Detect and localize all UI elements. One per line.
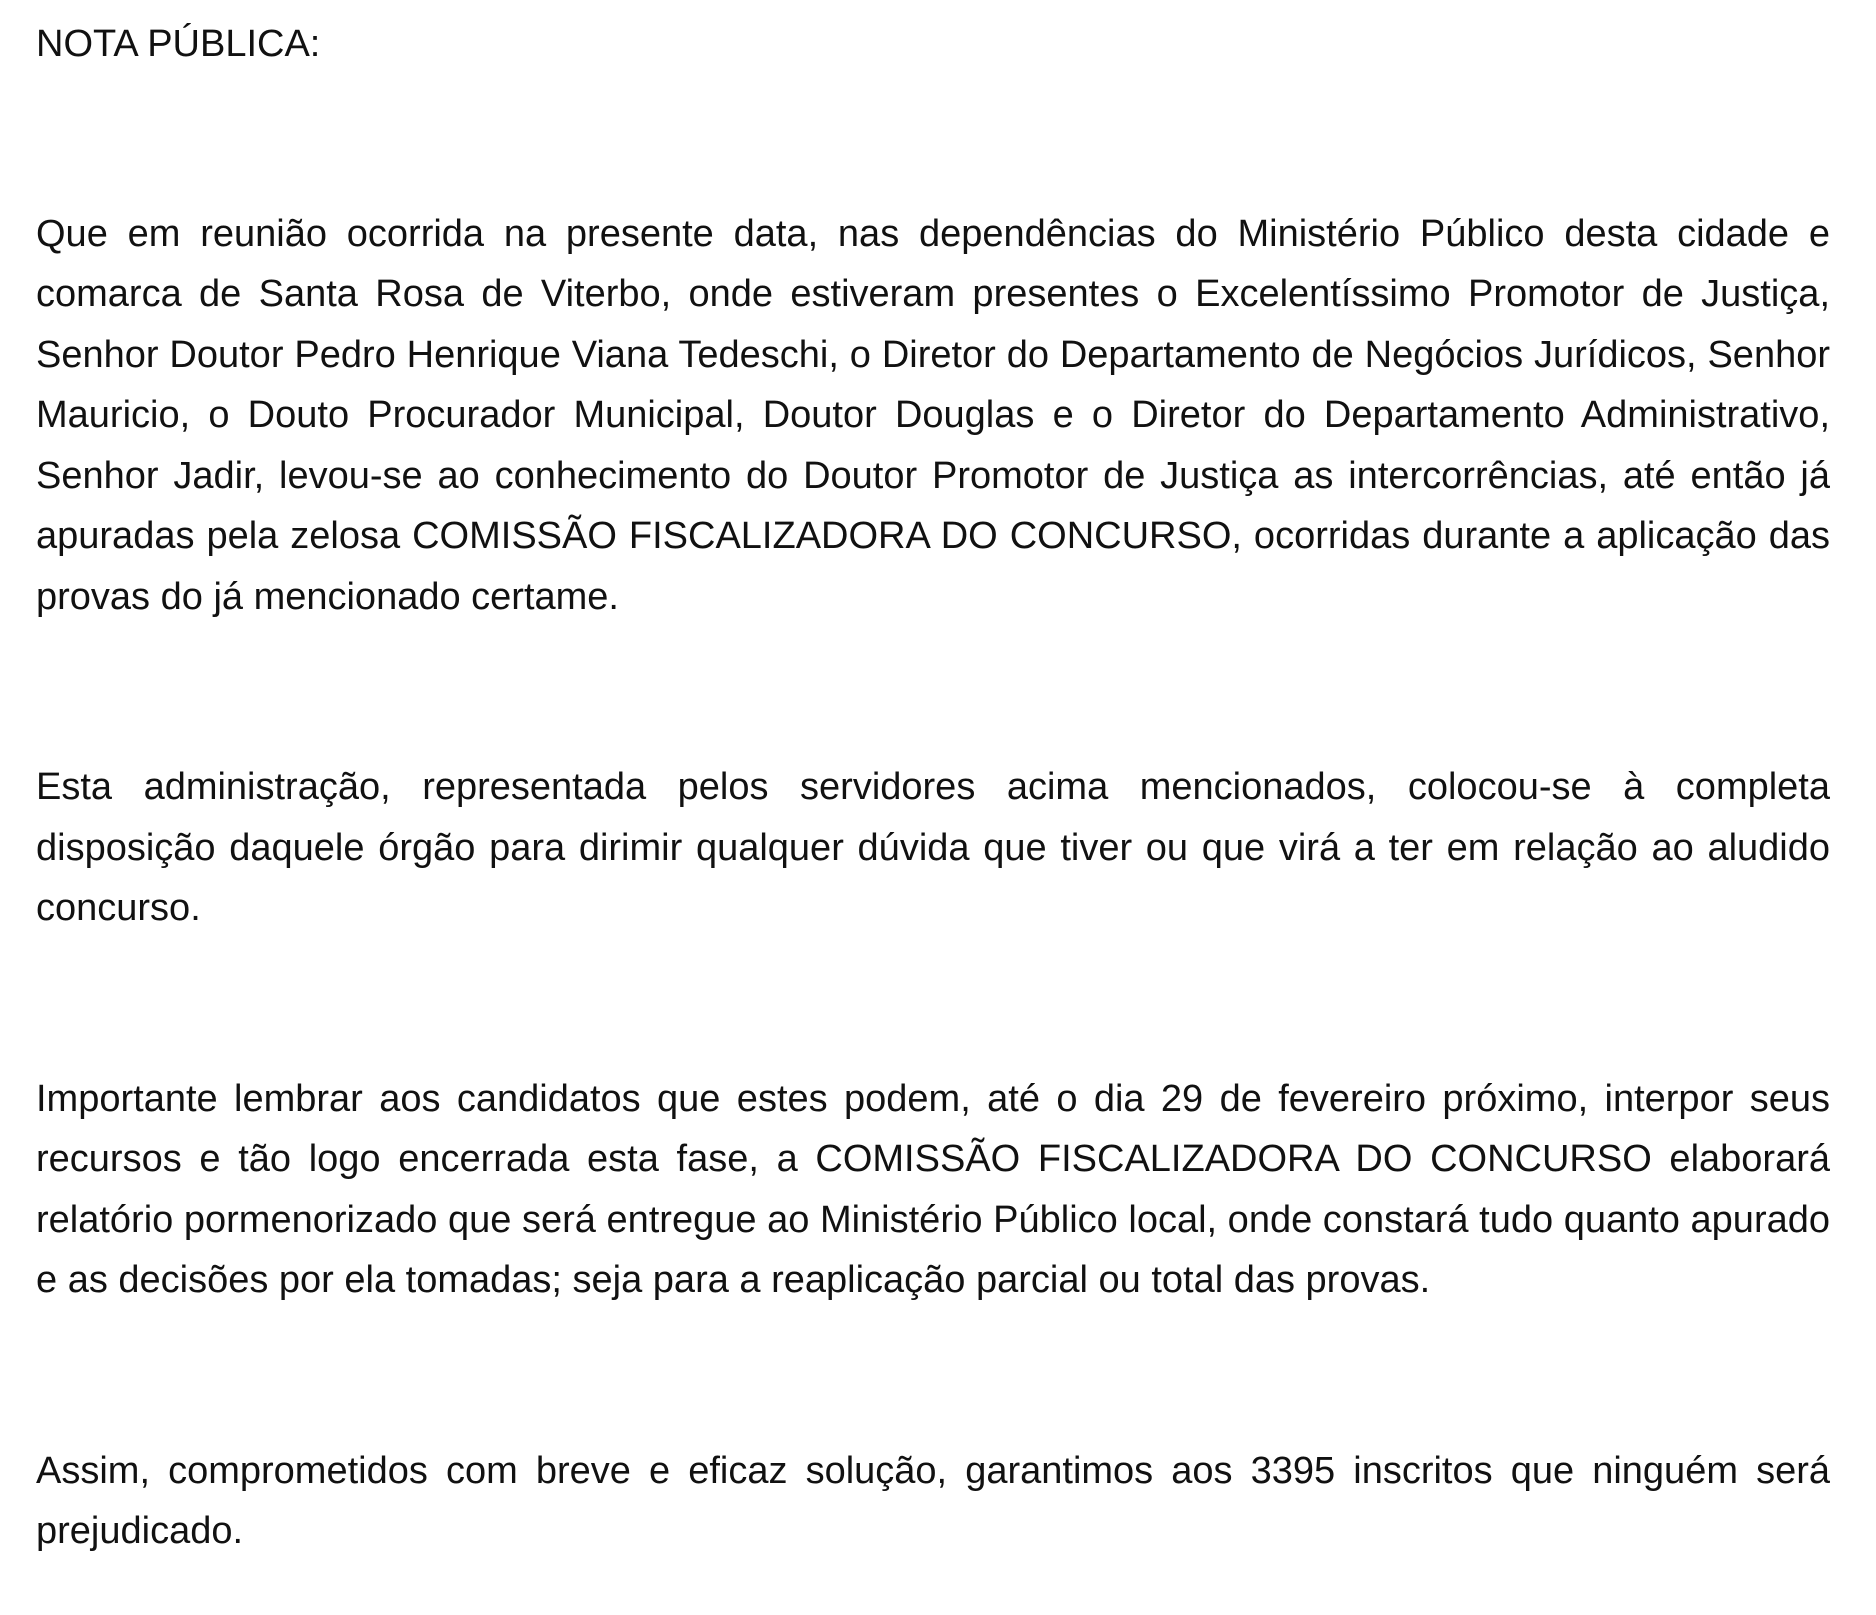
paragraph-appeals: Importante lembrar aos candidatos que estes podem, até o dia 29 de fevereiro próximo, interpor seus recursos e tão logo encerrada esta fase, a COMISSÃO FISCALIZADORA DO CONCURSO elaborará relatório pormenorizado que será entregue ao Ministério Público local, onde constará tudo quanto apurado e as decisões por ela tomadas; seja para a reaplicação parcial ou total das provas. bbox=[36, 1077, 1830, 1301]
paragraph-meeting: Que em reunião ocorrida na presente data, nas dependências do Ministério Público desta cidade e comarca de Santa Rosa de Viterbo, onde estiveram presentes o Excelentíssimo Promotor de Justiça, Senhor Doutor Pedro Henrique Viana Tedeschi, o Diretor do Departamento de Negócios Jurídicos, Senhor Mauricio, o Douto Procurador Municipal, Doutor Douglas e o Diretor do Departamento Administrativo, Senhor Jadir, levou-se ao conhecimento do Doutor Promotor de Justiça as intercorrências, até então já apuradas pela zelosa COMISSÃO FISCALIZADORA DO CONCURSO, ocorridas durante a aplicação das provas do já mencionado certame. bbox=[36, 212, 1830, 618]
paragraph-commitment: Assim, comprometidos com breve e eficaz solução, garantimos aos 3395 inscritos que ninguém será prejudicado. bbox=[36, 1449, 1830, 1552]
paragraph-administration: Esta administração, representada pelos servidores acima mencionados, colocou-se à completa disposição daquele órgão para dirimir qualquer dúvida que tiver ou que virá a ter em relação ao aludido concurso. bbox=[36, 766, 1830, 929]
document-title: NOTA PÚBLICA: bbox=[36, 23, 321, 65]
public-note-document bbox=[36, 14, 1830, 1562]
